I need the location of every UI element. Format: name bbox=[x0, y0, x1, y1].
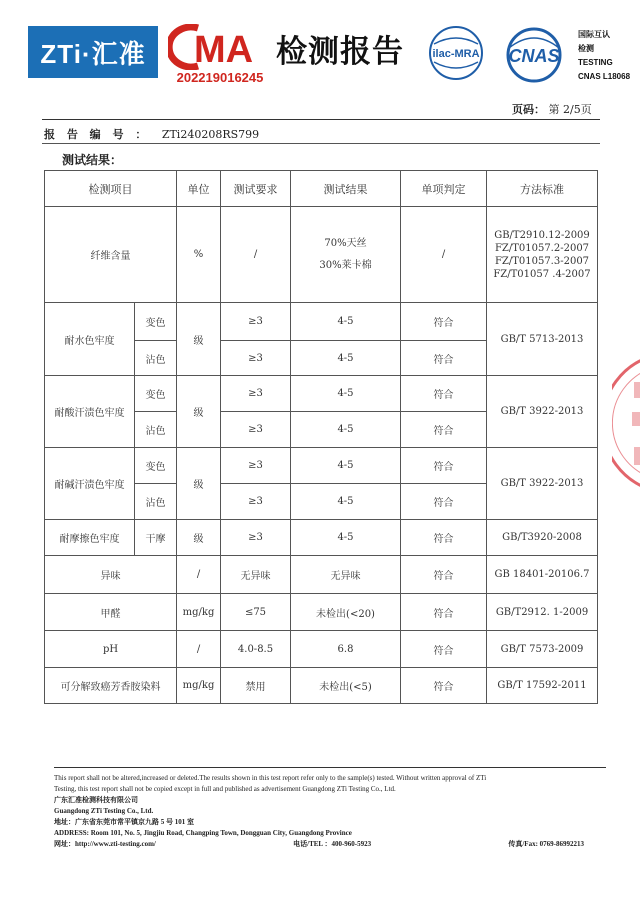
cell-item: 耐摩擦色牢度 bbox=[45, 520, 135, 556]
cell-unit: 级 bbox=[177, 303, 221, 376]
cell-result: 未检出(<5) bbox=[291, 668, 401, 704]
cell-unit: 级 bbox=[177, 448, 221, 520]
footer-address-en: ADDRESS: Room 101, No. 5, Jingjiu Road, Changping Town, Dongguan City, Guangdong Province bbox=[54, 829, 352, 837]
cell-result: 4-5 bbox=[291, 520, 401, 556]
page-label: 页码： bbox=[512, 103, 545, 116]
cell-judgement: / bbox=[401, 207, 487, 303]
cell-judgement: 符合 bbox=[401, 303, 487, 341]
table-header-row bbox=[45, 171, 598, 207]
cell-item: 可分解致癌芳香胺染料 bbox=[45, 668, 177, 704]
cell-result: 4-5 bbox=[291, 303, 401, 341]
cell-item: 异味 bbox=[45, 556, 177, 594]
cell-unit: mg/kg bbox=[177, 594, 221, 631]
cell-method bbox=[487, 207, 598, 303]
cell-result: 6.8 bbox=[291, 631, 401, 668]
cell-result: 未检出(<20) bbox=[291, 594, 401, 631]
cell-unit: / bbox=[177, 556, 221, 594]
cma-number: 202219016245 bbox=[176, 70, 264, 85]
footer-notice: This report shall not be altered,increased or deleted.The results shown in this test report refer only to the sample(s) tested. Without written approval of ZTi bbox=[54, 774, 487, 782]
cnas-line: 国际互认 bbox=[578, 30, 610, 39]
cell-requirement: ≥3 bbox=[221, 376, 291, 412]
footer-notice: Testing, this test report shall not be copied except in full and published as advertisement Guangdong ZTi Testing Co., Ltd. bbox=[54, 785, 396, 793]
cell-judgement: 符合 bbox=[401, 448, 487, 484]
page-value: 第 2/5页 bbox=[548, 103, 592, 116]
cnas-logo bbox=[497, 26, 572, 84]
cell-requirement: ≥3 bbox=[221, 341, 291, 376]
cell-method: GB/T 5713-2013 bbox=[487, 303, 598, 376]
results-table bbox=[44, 170, 598, 704]
table-row bbox=[45, 207, 598, 303]
divider bbox=[42, 143, 600, 144]
method-line: FZ/T01057.3-2007 bbox=[494, 255, 590, 267]
cell-item: 耐碱汗渍色牢度 bbox=[45, 448, 135, 520]
header-method: 方法标准 bbox=[487, 171, 598, 207]
official-seal bbox=[612, 352, 640, 494]
header-judgement: 单项判定 bbox=[401, 171, 487, 207]
cell-method: GB/T 7573-2009 bbox=[487, 631, 598, 668]
cell-method: GB/T3920-2008 bbox=[487, 520, 598, 556]
header-requirement: 测试要求 bbox=[221, 171, 291, 207]
cell-subitem: 干摩 bbox=[135, 520, 177, 556]
table-row bbox=[45, 520, 598, 556]
result-line: 30%莱卡棉 bbox=[319, 259, 372, 271]
cell-judgement: 符合 bbox=[401, 412, 487, 448]
cell-requirement: ≥3 bbox=[221, 412, 291, 448]
footer-company-en: Guangdong ZTi Testing Co., Ltd. bbox=[54, 807, 154, 815]
cell-judgement: 符合 bbox=[401, 376, 487, 412]
svg-text:ilac-MRA: ilac-MRA bbox=[432, 48, 480, 60]
header-item: 检测项目 bbox=[45, 171, 177, 207]
cell-requirement: ≥3 bbox=[221, 520, 291, 556]
cell-judgement: 符合 bbox=[401, 341, 487, 376]
report-title: 检测报告 bbox=[276, 34, 404, 70]
result-line: 70%天丝 bbox=[324, 237, 367, 249]
cnas-line: CNAS L18068 bbox=[578, 72, 631, 81]
cell-judgement: 符合 bbox=[401, 631, 487, 668]
table-row bbox=[45, 376, 598, 412]
cell-method: GB/T 3922-2013 bbox=[487, 448, 598, 520]
cell-unit: 级 bbox=[177, 376, 221, 448]
cnas-info bbox=[578, 28, 630, 84]
cell-requirement: 禁用 bbox=[221, 668, 291, 704]
footer-tel: 电话/TEL ：400-960-5923 bbox=[293, 840, 372, 848]
footer-contact-row bbox=[54, 839, 584, 850]
cell-result: 无异味 bbox=[291, 556, 401, 594]
page-number bbox=[512, 101, 592, 117]
cell-requirement: / bbox=[221, 207, 291, 303]
header-result: 测试结果 bbox=[291, 171, 401, 207]
cell-item: 纤维含量 bbox=[45, 207, 177, 303]
footer bbox=[54, 773, 614, 850]
cell-unit: mg/kg bbox=[177, 668, 221, 704]
method-line: FZ/T01057 .4-2007 bbox=[493, 268, 591, 280]
cell-method: GB/T2912. 1-2009 bbox=[487, 594, 598, 631]
cell-item: 甲醛 bbox=[45, 594, 177, 631]
cell-judgement: 符合 bbox=[401, 556, 487, 594]
table-row bbox=[45, 556, 598, 594]
cell-result: 4-5 bbox=[291, 448, 401, 484]
table-row bbox=[45, 303, 598, 341]
cell-result: 4-5 bbox=[291, 341, 401, 376]
cell-unit: % bbox=[177, 207, 221, 303]
method-line: GB/T2910.12-2009 bbox=[494, 229, 590, 241]
table-row bbox=[45, 631, 598, 668]
footer-website[interactable]: 网址：http://www.zti-testing.com/ bbox=[54, 840, 156, 848]
cell-judgement: 符合 bbox=[401, 594, 487, 631]
method-line: FZ/T01057.2-2007 bbox=[494, 242, 590, 254]
cell-subitem: 变色 bbox=[135, 448, 177, 484]
zti-logo: ZTi·汇准 bbox=[28, 26, 158, 78]
header-unit: 单位 bbox=[177, 171, 221, 207]
cell-requirement: 无异味 bbox=[221, 556, 291, 594]
cell-item: 耐水色牢度 bbox=[45, 303, 135, 376]
table-row bbox=[45, 448, 598, 484]
cell-subitem: 变色 bbox=[135, 303, 177, 341]
cnas-line: 检测 bbox=[578, 44, 594, 53]
cell-requirement: ≥3 bbox=[221, 484, 291, 520]
divider bbox=[42, 119, 600, 120]
cell-unit: / bbox=[177, 631, 221, 668]
cell-subitem: 变色 bbox=[135, 376, 177, 412]
cell-judgement: 符合 bbox=[401, 484, 487, 520]
cell-requirement: 4.0-8.5 bbox=[221, 631, 291, 668]
cell-unit: 级 bbox=[177, 520, 221, 556]
cell-result: 4-5 bbox=[291, 412, 401, 448]
cell-item: pH bbox=[45, 631, 177, 668]
cell-subitem: 沾色 bbox=[135, 412, 177, 448]
cell-method: GB/T 17592-2011 bbox=[487, 668, 598, 704]
divider bbox=[54, 767, 606, 768]
cell-requirement: ≤75 bbox=[221, 594, 291, 631]
report-number-label: 报 告 编 号 ： bbox=[44, 128, 151, 141]
cell-judgement: 符合 bbox=[401, 520, 487, 556]
cell-subitem: 沾色 bbox=[135, 341, 177, 376]
cell-requirement: ≥3 bbox=[221, 303, 291, 341]
cell-result: 4-5 bbox=[291, 484, 401, 520]
table-row bbox=[45, 594, 598, 631]
cell-judgement: 符合 bbox=[401, 668, 487, 704]
cell-method: GB/T 3922-2013 bbox=[487, 376, 598, 448]
cell-requirement: ≥3 bbox=[221, 448, 291, 484]
cell-method: GB 18401-20106.7 bbox=[487, 556, 598, 594]
report-number-value: ZTi240208RS799 bbox=[161, 128, 260, 141]
cell-result: 4-5 bbox=[291, 376, 401, 412]
report-number bbox=[44, 126, 259, 142]
cell-subitem: 沾色 bbox=[135, 484, 177, 520]
footer-fax: 传真/Fax: 0769-86992213 bbox=[508, 840, 584, 848]
cnas-line: TESTING bbox=[578, 58, 613, 67]
svg-text:MA: MA bbox=[194, 29, 254, 70]
svg-text:CNAS: CNAS bbox=[508, 46, 560, 66]
footer-company-cn: 广东汇准检测科技有限公司 bbox=[54, 796, 138, 804]
table-row bbox=[45, 668, 598, 704]
cell-item: 耐酸汗渍色牢度 bbox=[45, 376, 135, 448]
results-label: 测试结果： bbox=[62, 153, 123, 167]
cell-result bbox=[291, 207, 401, 303]
ilac-mra-logo bbox=[420, 24, 492, 82]
footer-address-cn: 地址：广东省东莞市常平镇京九路 5 号 101 室 bbox=[54, 818, 194, 826]
